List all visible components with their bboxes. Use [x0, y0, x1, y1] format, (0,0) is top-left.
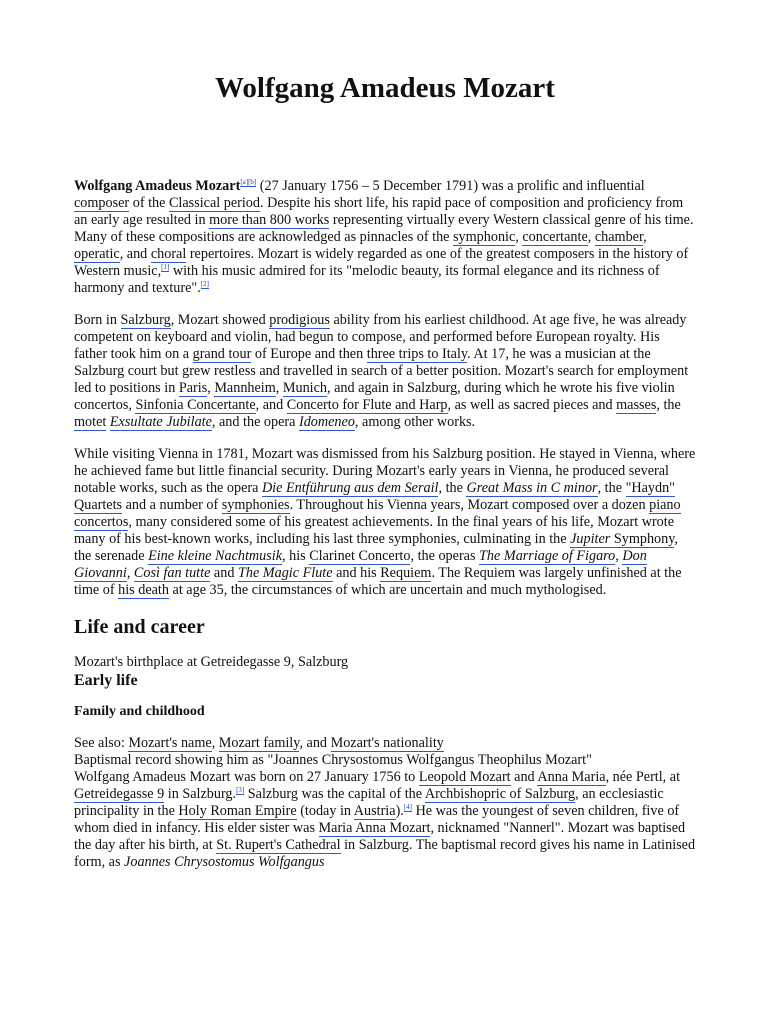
- link-archbishopric[interactable]: Archbishopric of Salzburg: [424, 786, 576, 802]
- link-paris[interactable]: Paris: [178, 380, 208, 396]
- family-paragraph: Wolfgang Amadeus Mozart was born on 27 January 1756 to Leopold Mozart and Anna Maria, née Pertl, at Getreidegasse 9 in Salzburg.[3] Salzburg was the capital of the Archbishopric of Salzburg, an ecclesiastic principality in the Holy Roman Empire (today in Austria).[4] He was the youngest of seven children, five of whom died in infancy. His elder sister was Maria Anna Mozart, nicknamed "Nannerl". Mozart was baptised the day after his birth, at St. Rupert's Cathedral in Salzburg. The baptismal record gives his name in Latinised form, as Joannes Chrysostomus Wolfgangus: [74, 769, 696, 870]
- link-piano-concertos[interactable]: piano concertos: [74, 497, 681, 530]
- ref-link-3[interactable]: [3]: [236, 786, 245, 794]
- link-motet[interactable]: motet: [74, 414, 107, 430]
- intro-paragraph: Wolfgang Amadeus Mozart[a][b] (27 January 1756 – 5 December 1791) was a prolific and influential composer of the Classical period. Despite his short life, his rapid pace of composition and proficiency from an early age resulted in more than 800 works representing virtually every Western classical genre of his time. Many of these compositions are acknowledged as pinnacles of the symphonic, concertante, chamber, operatic, and choral repertoires. Mozart is widely regarded as one of the greatest composers in the history of Western music,[1] with his music admired for its "melodic beauty, its formal elegance and its richness of harmony and texture".[2]: [74, 178, 694, 296]
- link-mozarts-name[interactable]: Mozart's name: [128, 735, 212, 751]
- link-don-giovanni[interactable]: Don Giovanni: [74, 548, 647, 581]
- subject-name: Wolfgang Amadeus Mozart: [74, 178, 241, 194]
- link-mozarts-nationality[interactable]: Mozart's nationality: [330, 735, 444, 751]
- link-mannheim[interactable]: Mannheim: [214, 380, 276, 396]
- link-sinfonia-concertante[interactable]: Sinfonia Concertante: [135, 397, 256, 413]
- link-st-ruperts-cathedral[interactable]: St. Rupert's Cathedral: [216, 837, 341, 853]
- link-symphonic[interactable]: symphonic: [453, 229, 516, 245]
- link-concertante[interactable]: concertante: [522, 229, 588, 245]
- section-heading-family-childhood: Family and childhood: [74, 704, 205, 719]
- link-eine-kleine[interactable]: Eine kleine Nachtmusik: [148, 548, 283, 564]
- link-exsultate-jubilate[interactable]: Exsultate Jubilate: [109, 414, 212, 430]
- ref-ab: [240, 178, 256, 187]
- section-heading-early-life: Early life: [74, 672, 138, 689]
- link-operatic[interactable]: operatic: [74, 246, 120, 262]
- section-heading-life-career: Life and career: [74, 616, 205, 638]
- link-getreidegasse[interactable]: Getreidegasse 9: [74, 786, 165, 802]
- vienna-paragraph: While visiting Vienna in 1781, Mozart was dismissed from his Salzburg position. He stayed in Vienna, where he achieved fame but little financial security. During Mozart's early years in Vienna, he produced several notable works, such as the opera Die Entführung aus dem Serail, the Great Mass in C minor, the "Haydn" Quartets and a number of symphonies. Throughout his Vienna years, Mozart composed over a dozen piano concertos, many considered some of his greatest achievements. In the final years of his life, Mozart wrote many of his best-known works, including his last three symphonies, culminating in the Jupiter Symphony, the serenade Eine kleine Nachtmusik, his Clarinet Concerto, the operas The Marriage of Figaro, Don Giovanni, Così fan tutte and The Magic Flute and his Requiem. The Requiem was largely unfinished at the time of his death at age 35, the circumstances of which are uncertain and much mythologised.: [74, 446, 696, 598]
- ref-link-2[interactable]: [2]: [200, 280, 209, 288]
- link-three-trips-italy[interactable]: three trips to Italy: [366, 346, 468, 362]
- ref-link-1[interactable]: [1]: [161, 263, 170, 271]
- link-entfuhrung[interactable]: Die Entführung aus dem Serail: [261, 480, 439, 496]
- link-jupiter-symphony[interactable]: Jupiter Symphony: [570, 531, 675, 547]
- link-leopold-mozart[interactable]: Leopold Mozart: [418, 769, 511, 785]
- ref-link-ab[interactable]: [a][b]: [240, 178, 257, 186]
- link-salzburg[interactable]: Salzburg: [120, 312, 171, 328]
- link-maria-anna-mozart[interactable]: Maria Anna Mozart: [318, 820, 431, 836]
- birthplace-caption: Mozart's birthplace at Getreidegasse 9, Salzburg: [74, 654, 349, 670]
- article-body: [74, 178, 696, 871]
- link-cosi-fan-tutte[interactable]: Così fan tutte: [133, 565, 211, 581]
- link-haydn-quartets[interactable]: "Haydn" Quartets: [74, 480, 675, 513]
- link-chamber[interactable]: chamber: [594, 229, 644, 245]
- early-career-paragraph: Born in Salzburg, Mozart showed prodigious ability from his earliest childhood. At age five, he was already competent on keyboard and violin, had begun to compose, and performed before European royalty. His father took him on a grand tour of Europe and then three trips to Italy. At 17, he was a musician at the Salzburg court but grew restless and travelled in search of a better position. Mozart's search for employment led to positions in Paris, Mannheim, Munich, and again in Salzburg, during which he wrote his five violin concertos, Sinfonia Concertante, and Concerto for Flute and Harp, as well as sacred pieces and masses, the motet Exsultate Jubilate, and the opera Idomeneo, among other works.: [74, 312, 689, 430]
- link-prodigious[interactable]: prodigious: [269, 312, 330, 328]
- link-great-mass[interactable]: Great Mass in C minor: [466, 480, 598, 496]
- link-clarinet-concerto[interactable]: Clarinet Concerto: [309, 548, 411, 564]
- link-800-works[interactable]: more than 800 works: [209, 212, 330, 228]
- link-munich[interactable]: Munich: [282, 380, 328, 396]
- link-concerto-flute-harp[interactable]: Concerto for Flute and Harp: [286, 397, 448, 413]
- link-his-death[interactable]: his death: [118, 582, 169, 598]
- link-idomeneo[interactable]: Idomeneo: [298, 414, 355, 430]
- link-classical-period[interactable]: Classical period: [168, 195, 260, 211]
- link-mozart-family[interactable]: Mozart family: [218, 735, 300, 751]
- link-requiem[interactable]: Requiem: [380, 565, 432, 581]
- baptismal-record-caption: Baptismal record showing him as "Joannes Chrysostomus Wolfgangus Theophilus Mozart": [74, 752, 592, 768]
- page-title: Wolfgang Amadeus Mozart: [215, 72, 555, 104]
- link-symphonies[interactable]: symphonies: [221, 497, 290, 513]
- ref-link-4[interactable]: [4]: [403, 803, 413, 811]
- link-marriage-figaro[interactable]: The Marriage of Figaro: [479, 548, 616, 564]
- link-masses[interactable]: masses: [616, 397, 657, 413]
- link-grand-tour[interactable]: grand tour: [192, 346, 252, 362]
- link-austria[interactable]: Austria: [353, 803, 396, 819]
- link-anna-maria[interactable]: Anna Maria: [537, 769, 606, 785]
- link-composer[interactable]: composer: [74, 195, 130, 211]
- link-holy-roman-empire[interactable]: Holy Roman Empire: [178, 803, 297, 819]
- link-choral[interactable]: choral: [150, 246, 187, 262]
- link-magic-flute[interactable]: The Magic Flute: [237, 565, 333, 581]
- see-also-line: See also: Mozart's name, Mozart family, and Mozart's nationality: [74, 735, 444, 751]
